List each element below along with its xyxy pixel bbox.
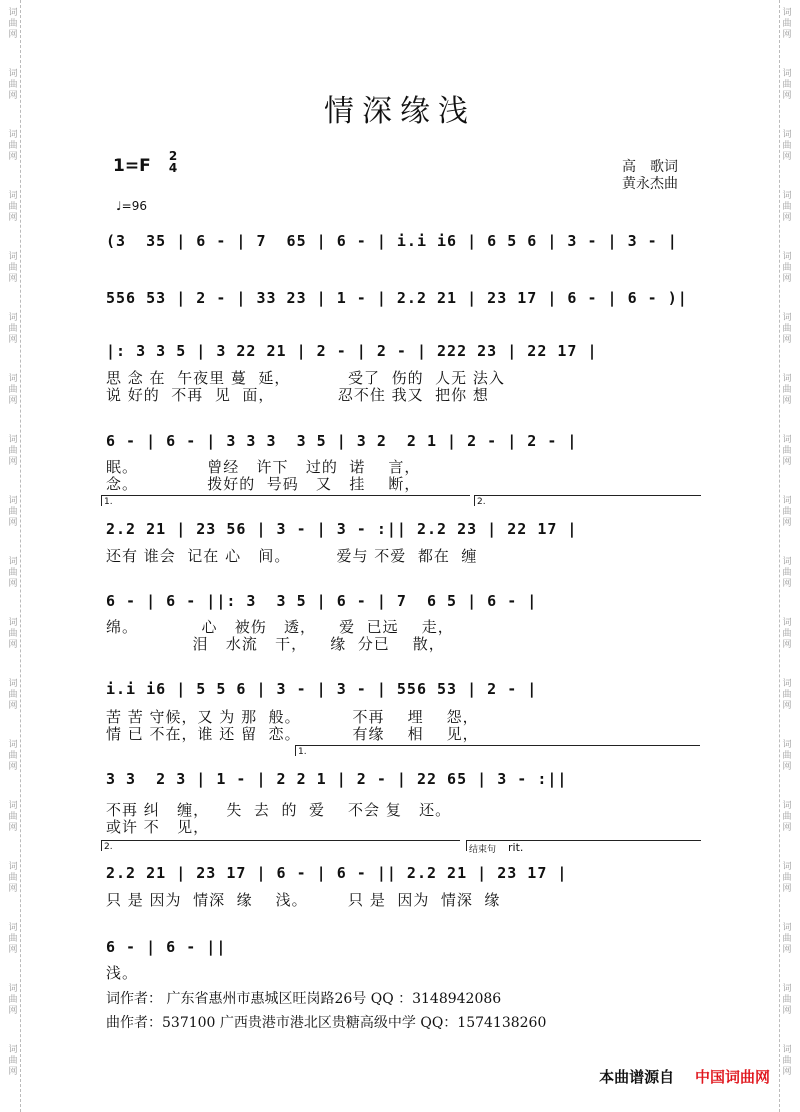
source-prefix: 本曲谱源自 [599, 1068, 675, 1086]
source-credit [599, 1066, 770, 1087]
first-ending-bracket [101, 495, 470, 506]
watermark-text: 词 曲 网 [8, 740, 18, 772]
watermark-text: 词 曲 网 [8, 130, 18, 162]
watermark-text: 词 曲 网 [8, 923, 18, 955]
lyric-line: 或许 不 见， [106, 818, 210, 836]
notation-row: 2.2 21 | 23 17 | 6 - | 6 - || 2.2 21 | 23 17 | [106, 864, 568, 882]
watermark-text: 词 曲 网 [782, 801, 792, 833]
watermark-text: 词 曲 网 [782, 8, 792, 40]
ritardando-mark: rit. [508, 841, 524, 854]
lyric-line: 念。 拨好的 号码 又 挂 断， [106, 475, 421, 493]
tempo-mark: ♩=96 [116, 199, 147, 213]
lyricist-info: 词作者： 广东省惠州市惠城区旺岗路26号 QQ ：3148942086 [106, 991, 502, 1007]
second-ending-label: 2. [104, 842, 113, 852]
notation-row: i.i i6 | 5 5 6 | 3 - | 3 - | 556 53 | 2 - | [106, 680, 538, 698]
watermark-text: 词 曲 网 [782, 862, 792, 894]
watermark-text: 词 曲 网 [782, 435, 792, 467]
watermark-text: 词 曲 网 [8, 435, 18, 467]
lyric-line: 只 是 因为 情深 缘 浅。 只 是 因为 情深 缘 [106, 891, 501, 909]
lyric-line: 眠。 曾经 许下 过的 诺 言， [106, 458, 421, 476]
composer-credit: 黄永杰曲 [622, 176, 678, 192]
watermark-text: 词 曲 网 [782, 69, 792, 101]
second-ending-label: 2. [477, 497, 486, 507]
watermark-text: 词 曲 网 [782, 618, 792, 650]
notation-row: 2.2 21 | 23 56 | 3 - | 3 - :|| 2.2 23 | 22 17 | [106, 520, 578, 538]
watermark-text: 词 曲 网 [8, 862, 18, 894]
watermark-text: 词 曲 网 [8, 618, 18, 650]
watermark-text: 词 曲 网 [782, 984, 792, 1016]
watermark-text: 词 曲 网 [8, 8, 18, 40]
watermark-text: 词 曲 网 [782, 923, 792, 955]
watermark-text: 词 曲 网 [8, 984, 18, 1016]
second-ending-bracket [474, 495, 701, 506]
second-ending-bracket [101, 840, 460, 851]
source-site-link[interactable]: 中国词曲网 [694, 1068, 770, 1086]
watermark-text: 词 曲 网 [782, 374, 792, 406]
lyric-line: 思 念 在 午夜里 蔓 延， 受了 伤的 人无 法入 [106, 369, 505, 387]
song-title: 情深缘浅 [324, 94, 476, 129]
watermark-text: 词 曲 网 [8, 679, 18, 711]
lyric-line: 说 好的 不再 见 面， 忍不住 我又 把你 想 [106, 386, 489, 404]
watermark-text: 词 曲 网 [8, 374, 18, 406]
lyric-line: 情 已 不在，谁 还 留 恋。 有缘 相 见， [106, 725, 479, 743]
watermark-text: 词 曲 网 [782, 1045, 792, 1077]
watermark-text: 词 曲 网 [782, 740, 792, 772]
time-bottom: 4 [168, 161, 178, 175]
watermark-text: 词 曲 网 [8, 801, 18, 833]
watermark-text: 词 曲 网 [782, 130, 792, 162]
watermark-text: 词 曲 网 [782, 252, 792, 284]
watermark-text: 词 曲 网 [8, 191, 18, 223]
watermark-text: 词 曲 网 [782, 313, 792, 345]
notation-row: 6 - | 6 - ||: 3 3 5 | 6 - | 7 6 5 | 6 - | [106, 592, 538, 610]
watermark-text: 词 曲 网 [782, 191, 792, 223]
watermark-text: 词 曲 网 [8, 313, 18, 345]
lyric-line: 绵。 心 被伤 透， 爱 已远 走， [106, 618, 454, 636]
time-top: 2 [168, 149, 178, 163]
lyric-line: 泪 水流 干， 缘 分已 散， [106, 635, 445, 653]
watermark-text: 词 曲 网 [8, 496, 18, 528]
time-signature [166, 150, 180, 174]
first-ending-label: 1. [104, 497, 113, 507]
first-ending-label: 1. [298, 747, 307, 757]
composer-info: 曲作者：537100 广西贵港市港北区贵糖高级中学 QQ：1574138260 [106, 1015, 547, 1031]
watermark-text: 词 曲 网 [782, 679, 792, 711]
notation-row: |: 3 3 5 | 3 22 21 | 2 - | 2 - | 222 23 | 22 17 | [106, 342, 598, 360]
watermark-text: 词 曲 网 [8, 1045, 18, 1077]
notation-row: 3 3 2 3 | 1 - | 2 2 1 | 2 - | 22 65 | 3 - :|| [106, 770, 568, 788]
lyric-line: 浅。 [106, 964, 139, 982]
lyricist-credit: 高 歌词 [622, 159, 678, 175]
notation-row: 6 - | 6 - || [106, 938, 227, 956]
watermark-text: 词 曲 网 [782, 557, 792, 589]
coda-bracket [466, 840, 701, 851]
coda-label: 结束句 [469, 845, 497, 855]
lyric-line: 苦 苦 守候，又 为 那 般。 不再 埋 怨， [106, 708, 479, 726]
key-signature: 1=F [113, 156, 151, 176]
notation-row: (3 35 | 6 - | 7 65 | 6 - | i.i i6 | 6 5 6 | 3 - | 3 - | [106, 232, 678, 250]
notation-row: 556 53 | 2 - | 33 23 | 1 - | 2.2 21 | 23 17 | 6 - | 6 - )| [106, 289, 688, 307]
watermark-text: 词 曲 网 [782, 496, 792, 528]
watermark-text: 词 曲 网 [8, 557, 18, 589]
first-ending-bracket [295, 745, 700, 756]
lyric-line: 还有 谁会 记在 心 间。 爱与 不爱 都在 缠 [106, 547, 478, 565]
watermark-text: 词 曲 网 [8, 252, 18, 284]
lyric-line: 不再 纠 缠， 失 去 的 爱 不会 复 还。 [106, 801, 452, 819]
notation-row: 6 - | 6 - | 3 3 3 3 5 | 3 2 2 1 | 2 - | 2 - | [106, 432, 578, 450]
watermark-text: 词 曲 网 [8, 69, 18, 101]
